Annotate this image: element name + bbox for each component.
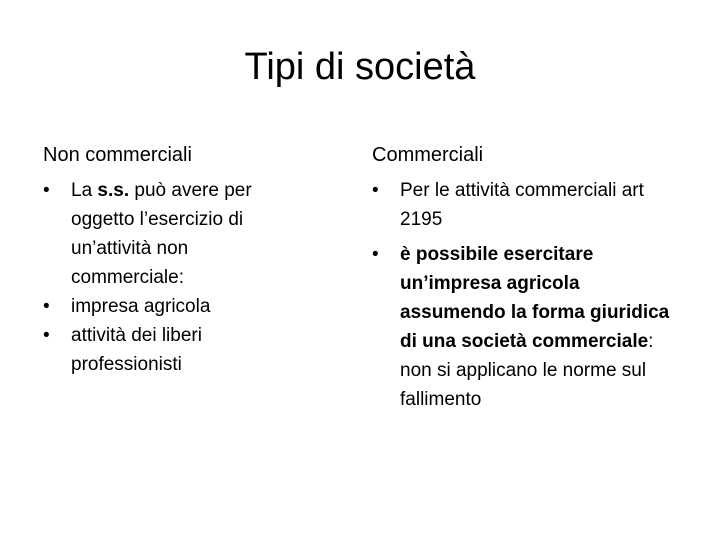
left-bullet-item-1 — [43, 176, 293, 292]
left-bullet-1-bold: s.s. — [97, 180, 130, 201]
left-column-header: Non commerciali — [43, 144, 192, 166]
left-bullet-item-3 — [43, 321, 293, 379]
right-bullet-2-post: : non si applicano le norme sul fallimento — [400, 331, 654, 410]
right-bullet-item-1 — [372, 176, 672, 234]
bullet-glyph: • — [43, 325, 50, 346]
left-bullet-item-2 — [43, 292, 293, 321]
left-bullet-2-text: impresa agricola — [71, 296, 211, 317]
left-bullet-list — [43, 176, 293, 379]
left-bullet-1-pre: La — [71, 180, 98, 201]
right-bullet-list — [372, 176, 672, 420]
bullet-glyph: • — [43, 180, 50, 201]
left-bullet-1-post: può avere per oggetto l’esercizio di un’attività non commerciale: — [71, 180, 252, 288]
bullet-glyph: • — [43, 296, 50, 317]
right-column-header: Commerciali — [372, 144, 484, 166]
right-bullet-item-2 — [372, 240, 672, 414]
bullet-glyph: • — [372, 244, 379, 265]
slide-title: Tipi di società — [244, 46, 476, 88]
right-bullet-1-text: Per le attività commerciali art 2195 — [400, 180, 644, 230]
left-bullet-3-text: attività dei liberi professionisti — [71, 325, 202, 375]
right-bullet-2-bold: è possibile esercitare un’impresa agricola assumendo la forma giuridica di una società commerciale — [400, 244, 670, 352]
bullet-glyph: • — [372, 180, 379, 201]
